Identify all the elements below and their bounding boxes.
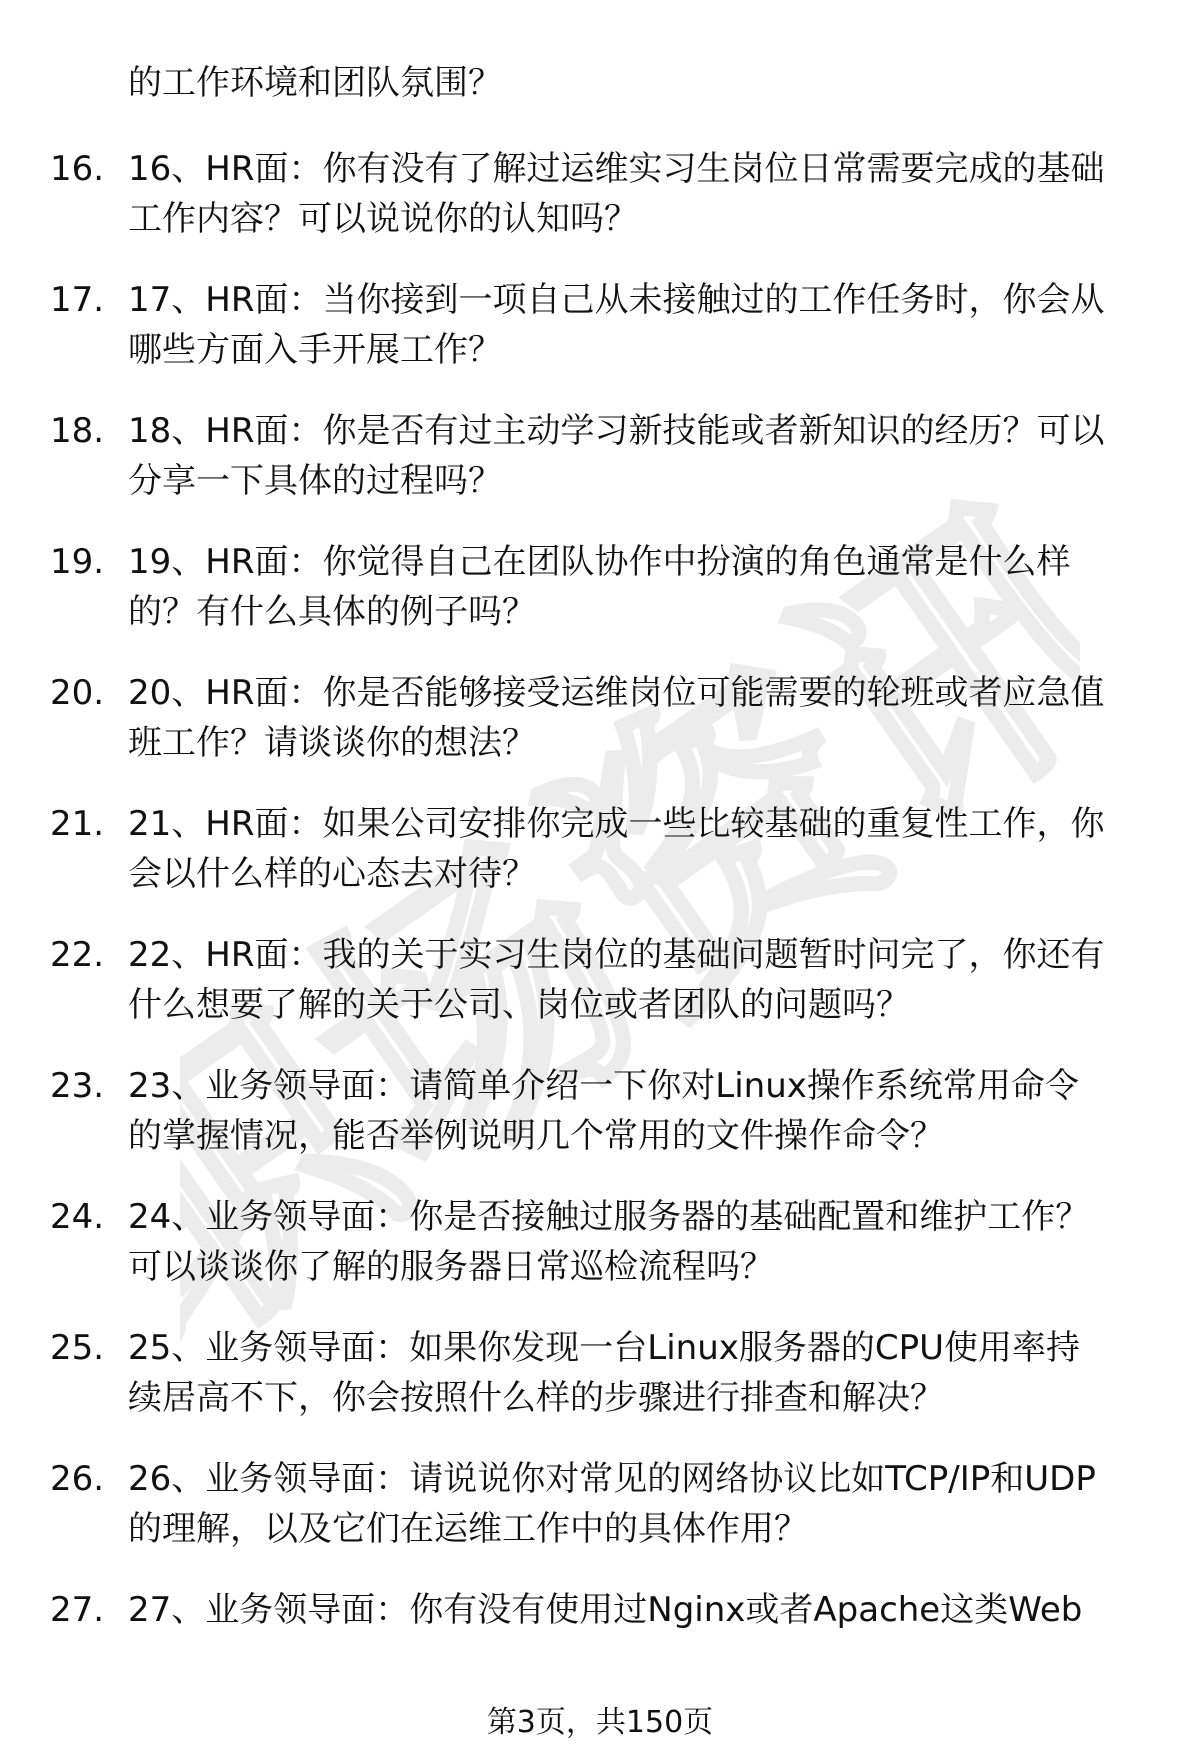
list-item [0,1192,1200,1323]
item-line: 20、HR面：你是否能够接受运维岗位可能需要的轮班或者应急值 [128,673,1105,713]
item-text [128,1585,1168,1635]
item-number: 26. [50,1459,105,1499]
item-line: 什么想要了解的关于公司、岗位或者团队的问题吗？ [128,985,910,1025]
item-text [128,668,1168,768]
list-item [0,406,1200,537]
item-number: 24. [50,1197,105,1237]
item-text [128,537,1168,637]
item-text [128,144,1168,244]
item-text [128,930,1168,1030]
item-number: 16. [50,149,105,189]
item-line: 23、业务领导面：请简单介绍一下你对Linux操作系统常用命令 [128,1066,1079,1106]
item-line: 的？有什么具体的例子吗？ [128,592,536,632]
item-line: 26、业务领导面：请说说你对常见的网络协议比如TCP/IP和UDP [128,1459,1096,1499]
list-item [0,275,1200,406]
item-line: 分享一下具体的过程吗？ [128,461,502,501]
item-line: 16、HR面：你有没有了解过运维实习生岗位日常需要完成的基础 [128,149,1105,189]
item-text [128,1454,1168,1554]
list-item [0,537,1200,668]
list-item [0,930,1200,1061]
item-line: 会以什么样的心态去对待？ [128,854,536,894]
list-item [0,1454,1200,1585]
list-item [0,799,1200,930]
item-line: 续居高不下，你会按照什么样的步骤进行排查和解决？ [128,1378,944,1418]
item-number: 18. [50,411,105,451]
item-number: 17. [50,280,105,320]
item-number: 20. [50,673,105,713]
list-item [0,1585,1200,1716]
item-number: 21. [50,804,105,844]
question-list [0,144,1200,1716]
list-item [0,668,1200,799]
item-line: 21、HR面：如果公司安排你完成一些比较基础的重复性工作，你 [128,804,1105,844]
item-text [128,1061,1168,1161]
item-text [128,406,1168,506]
item-number: 25. [50,1328,105,1368]
item-text [128,1192,1168,1292]
item-line: 工作内容？可以说说你的认知吗？ [128,199,638,239]
item-text [128,799,1168,899]
item-line: 18、HR面：你是否有过主动学习新技能或者新知识的经历？可以 [128,411,1105,451]
item-line: 可以谈谈你了解的服务器日常巡检流程吗？ [128,1247,774,1287]
watermark-text: 职场资讯 [180,439,1080,1414]
item-line: 的理解，以及它们在运维工作中的具体作用？ [128,1509,808,1549]
item-number: 23. [50,1066,105,1106]
item-line: 22、HR面：我的关于实习生岗位的基础问题暂时问完了，你还有 [128,935,1105,975]
item-line: 25、业务领导面：如果你发现一台Linux服务器的CPU使用率持 [128,1328,1080,1368]
list-item [0,144,1200,275]
item-line: 班工作？请谈谈你的想法？ [128,723,536,763]
continuation-line: 的工作环境和团队氛围？ [128,63,502,103]
item-line: 哪些方面入手开展工作？ [128,330,502,370]
item-text [128,1323,1168,1423]
page-footer: 第3页，共150页 [486,1705,714,1740]
item-number: 22. [50,935,105,975]
item-line: 24、业务领导面：你是否接触过服务器的基础配置和维护工作？ [128,1197,1090,1237]
item-number: 19. [50,542,105,582]
list-item [0,1061,1200,1192]
item-number: 27. [50,1590,105,1630]
list-item [0,1323,1200,1454]
item-line: 27、业务领导面：你有没有使用过Nginx或者Apache这类Web [128,1590,1083,1630]
item-text [128,275,1168,375]
item-line: 的掌握情况，能否举例说明几个常用的文件操作命令？ [128,1116,944,1156]
item-line: 17、HR面：当你接到一项自己从未接触过的工作任务时，你会从 [128,280,1105,320]
item-line: 19、HR面：你觉得自己在团队协作中扮演的角色通常是什么样 [128,542,1071,582]
